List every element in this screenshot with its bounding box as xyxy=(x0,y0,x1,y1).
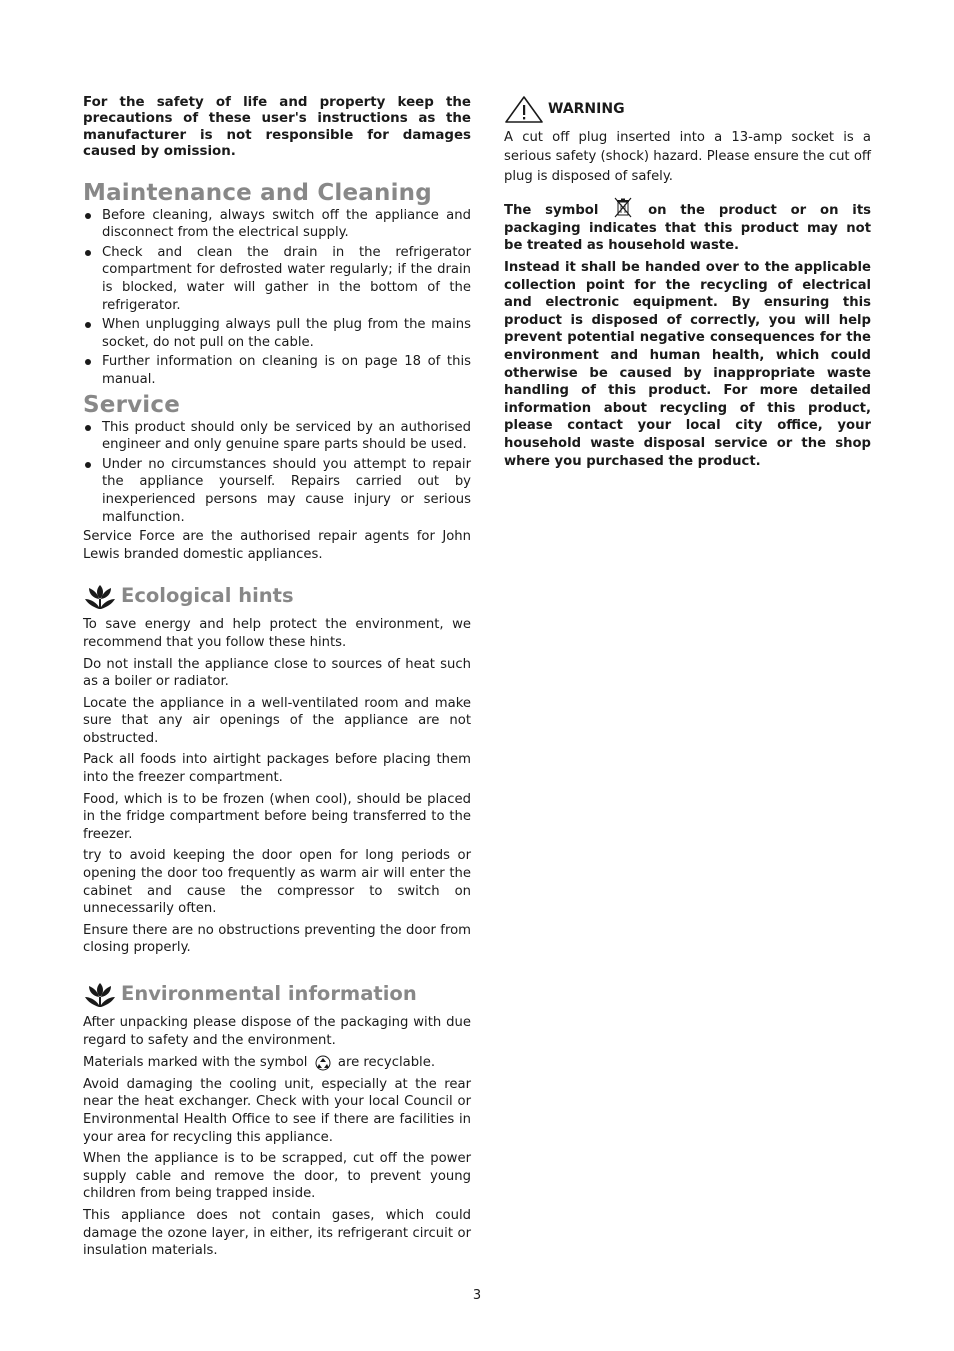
ecological-paragraph: Food, which is to be frozen (when cool), should be placed in the fridge compartment before being transferred to the freezer. xyxy=(83,791,471,842)
warning-triangle-icon xyxy=(504,95,544,123)
environmental-title: Environmental information xyxy=(121,982,417,1005)
safety-intro: For the safety of life and property keep the precautions of these user's instructions as the manufacturer is not responsible for damages caused by omission. xyxy=(83,95,471,160)
left-column xyxy=(83,95,471,1260)
list-item: When unplugging always pull the plug from the mains socket, do not pull on the cable. xyxy=(83,316,471,351)
environmental-paragraph: When the appliance is to be scrapped, cut off the power supply cable and remove the door, to prevent young children from being trapped inside. xyxy=(83,1151,471,1202)
flower-icon xyxy=(83,581,117,611)
weee-paragraph: The symbol on the product or on its packaging indicates that this product may not be treated as household waste. xyxy=(504,202,871,255)
maintenance-list xyxy=(83,207,471,389)
weee-details: Instead it shall be handed over to the applicable collection point for the recycling of electrical and electronic equipment. By ensuring this product is disposed of correctly, you will help prevent potential negative consequences for the environment and human health, which could otherwise be caused by inappropriate waste handling of this product. For more detailed information about recycling of this product, please contact your local city office, your household waste disposal service or the shop where you purchased the product. xyxy=(504,260,871,469)
right-column xyxy=(504,95,871,470)
warning-heading xyxy=(504,95,871,123)
environmental-paragraph: This appliance does not contain gases, which could damage the ozone layer, in either, its refrigerant circuit or insulation materials. xyxy=(83,1207,471,1259)
list-item: Check and clean the drain in the refrigerator compartment for defrosted water regularly; if the drain is blocked, water will gather in the bottom of the refrigerator. xyxy=(83,244,471,314)
flower-icon xyxy=(83,979,117,1009)
environmental-heading xyxy=(83,979,471,1009)
service-list xyxy=(83,419,471,527)
ecological-title: Ecological hints xyxy=(121,584,294,608)
service-note: Service Force are the authorised repair agents for John Lewis branded domestic appliances. xyxy=(83,529,471,562)
list-item: Before cleaning, always switch off the appliance and disconnect from the electrical supply. xyxy=(83,207,471,242)
service-heading: Service xyxy=(83,391,181,418)
page-number: 3 xyxy=(472,1288,482,1303)
recycle-icon xyxy=(312,1053,334,1071)
list-item: This product should only be serviced by an authorised engineer and only genuine spare parts should be used. xyxy=(83,419,471,454)
crossed-bin-icon xyxy=(612,196,634,218)
list-item: Under no circumstances should you attempt to repair the appliance yourself. Repairs carried out by inexperienced persons may cause injury or serious malfunction. xyxy=(83,456,471,526)
bullet-icon xyxy=(85,322,91,328)
bullet-icon xyxy=(85,425,91,431)
ecological-paragraph: To save energy and help protect the environment, we recommend that you follow these hints. xyxy=(83,617,471,650)
environmental-recycle-paragraph: Materials marked with the symbol are recyclable. xyxy=(83,1055,436,1071)
ecological-paragraph: Ensure there are no obstructions preventing the door from closing properly. xyxy=(83,922,471,956)
warning-title: WARNING xyxy=(548,101,625,117)
list-item: Further information on cleaning is on page 18 of this manual. xyxy=(83,353,471,388)
bullet-icon xyxy=(85,250,91,256)
bullet-icon xyxy=(85,462,91,468)
ecological-heading xyxy=(83,581,471,611)
bullet-icon xyxy=(85,359,91,365)
ecological-paragraph: Locate the appliance in a well-ventilated room and make sure that any air openings of the appliance are not obstructed. xyxy=(83,695,471,746)
warning-text: A cut off plug inserted into a 13-amp socket is a serious safety (shock) hazard. Please ensure the cut off plug is disposed of safely. xyxy=(504,130,871,184)
ecological-paragraph: Pack all foods into airtight packages before placing them into the freezer compartment. xyxy=(83,752,471,786)
environmental-paragraph: Avoid damaging the cooling unit, especially at the rear near the heat exchanger. Check with your local Council or Environmental Health Office to see if there are facilities in your area for recycling this appliance. xyxy=(83,1076,471,1145)
ecological-paragraph: try to avoid keeping the door open for long periods or opening the door too frequently as warm air will enter the cabinet and cause the compressor to switch on unnecessarily often. xyxy=(83,848,471,917)
environmental-paragraph: After unpacking please dispose of the packaging with due regard to safety and the environment. xyxy=(83,1015,471,1048)
bullet-icon xyxy=(85,213,91,219)
ecological-paragraph: Do not install the appliance close to sources of heat such as a boiler or radiator. xyxy=(83,656,471,690)
maintenance-heading: Maintenance and Cleaning xyxy=(83,179,432,206)
